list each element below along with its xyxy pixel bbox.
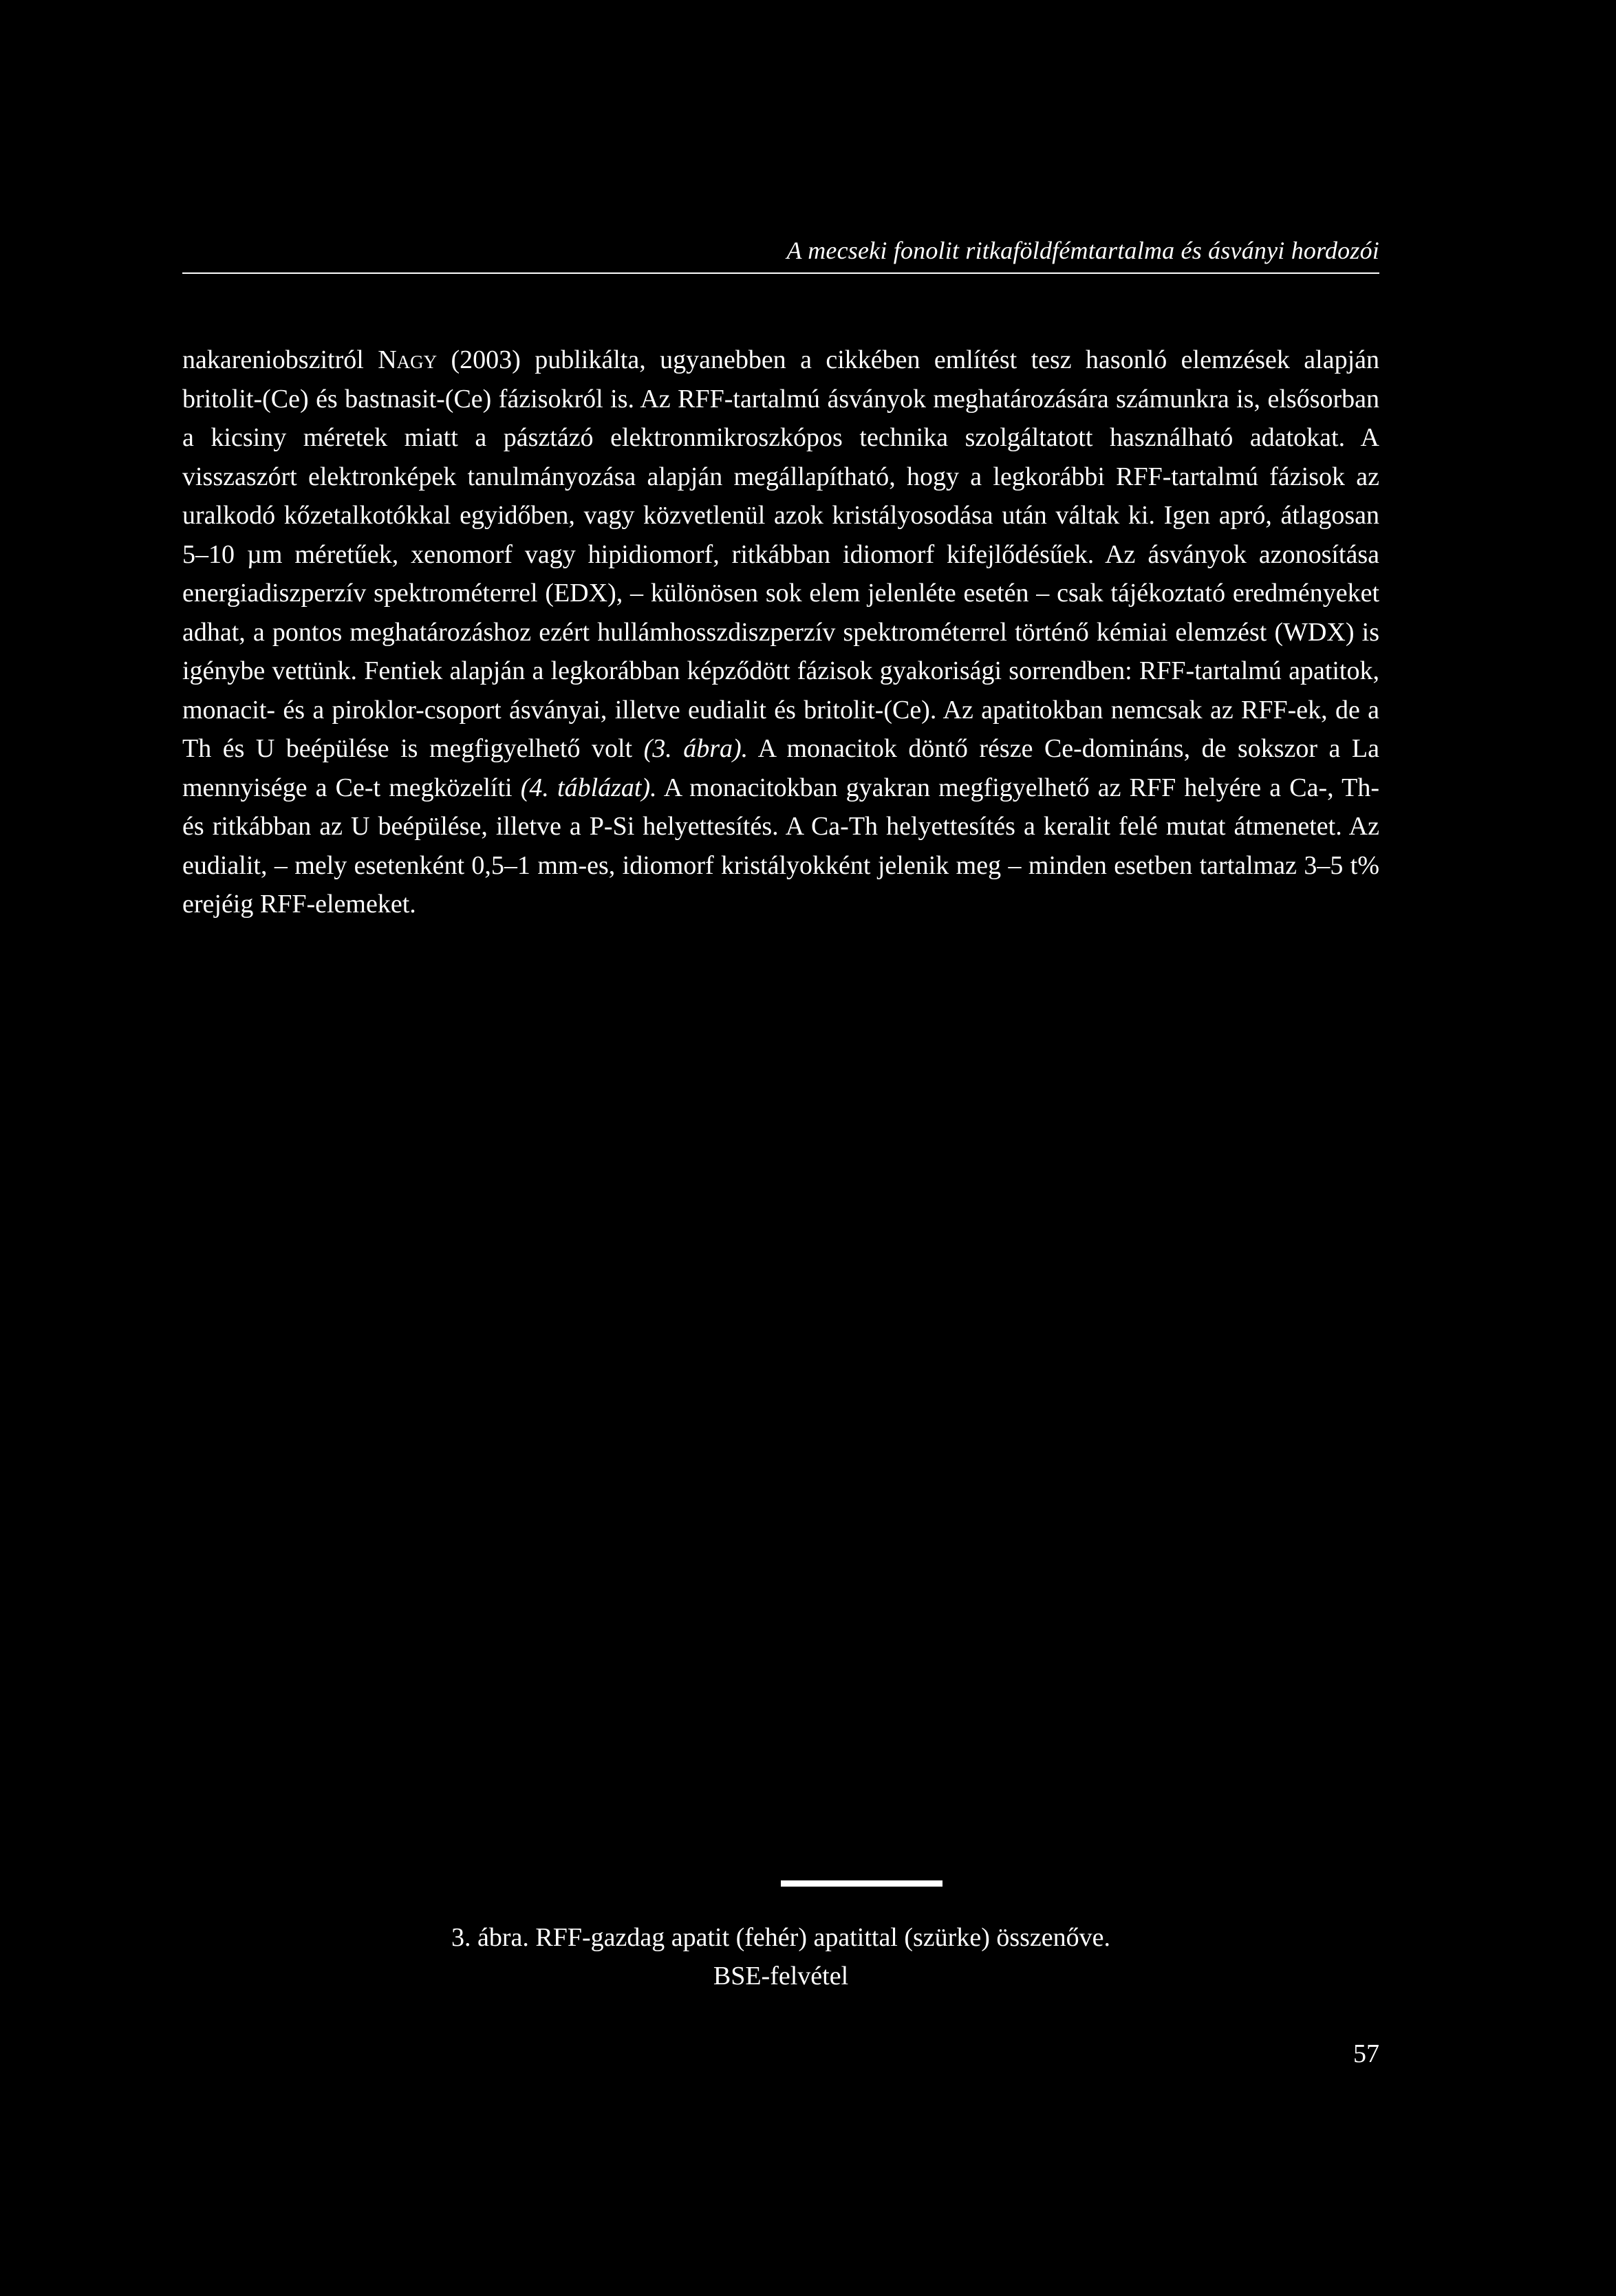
figure-caption [182,1918,1379,1995]
table-reference: (4. táblázat). [520,773,657,802]
body-text-part: (2003) publikálta, ugyanebben a cikkében említést tesz hasonló elemzések alapján britolit-(Ce) és bastnasit-(Ce) fázisokról is. Az RFF-tartalmú ásványok meghatározására számunkra is, elsősorban a kicsiny méretek miatt a pásztázó elektronmikroszkópos technika szolgáltatott használható adatokat. A visszaszórt elektronképek tanulmányozása alapján megállapítható, hogy a legkorábbi RFF-tartalmú fázisok az uralkodó kőzetalkotókkal egyidőben, vagy közvetlenül azok kristályosodása után váltak ki. Igen apró, átlagosan 5–10 µm méretűek, xenomorf vagy hipidiomorf, ritkábban idiomorf kifejlődésűek. Az ásványok azonosítása energiadiszperzív spektrométerrel (EDX), – különösen sok elem jelenléte esetén – csak tájékoztató eredményeket adhat, a pontos meghatározáshoz ezért hullámhosszdiszperzív spektrométerrel történő kémiai elemzést (WDX) is igénybe vettünk. Fentiek alapján a legkorábban képződött fázisok gyakorisági sorrendben: RFF-tartalmú apatitok, monacit- és a piroklor-csoport ásványai, illetve eudialit és britolit-(Ce). Az apatitokban nemcsak az RFF-ek, de a Th és U beépülése is megfigyelhető volt [182,345,1379,763]
figure-caption-line: BSE-felvétel [713,1962,849,1991]
figure-caption-line: 3. ábra. RFF-gazdag apatit (fehér) apatittal (szürke) összenőve. [451,1923,1111,1952]
body-paragraph [182,341,1379,924]
figure-image-placeholder [781,1880,942,1887]
body-text-start: nakareniobszitról [182,345,378,374]
header-rule [182,272,1379,274]
running-header-title: A mecseki fonolit ritkaföldfémtartalma és ásványi hordozói [786,237,1379,264]
figure-reference: (3. ábra). [643,734,748,763]
body-text-part: A monacitok döntő része Ce-domináns, de sokszor a La mennyisége a Ce-t megközelíti [182,734,1379,802]
page-number: 57 [1353,2039,1379,2068]
author-name: Nagy [378,345,438,374]
body-text-end: A monacitokban gyakran megfigyelhető az RFF helyére a Ca-, Th- és ritkábban az U beépülése, illetve a P-Si helyettesítés. A Ca-Th helyettesítés a keralit felé mutat átmenetet. Az eudialit, – mely esetenként 0,5–1 mm-es, idiomorf kristályokként jelenik meg – minden esetben tartalmaz 3–5 t% erejéig RFF-elemeket. [182,773,1379,919]
